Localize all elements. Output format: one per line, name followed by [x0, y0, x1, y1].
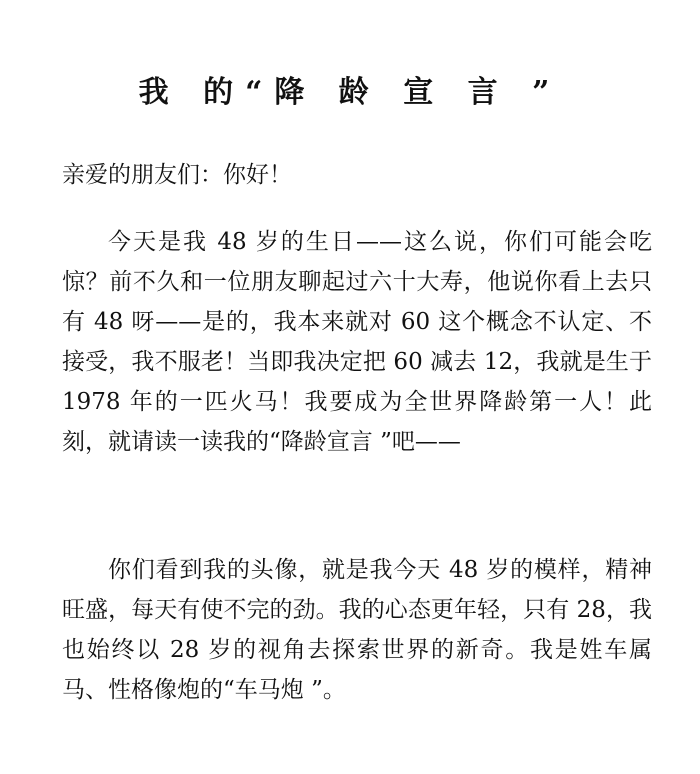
greeting-line: 亲爱的朋友们：你好！: [62, 162, 292, 188]
paragraph-1: 今天是我 48 岁的生日——这么说，你们可能会吃惊？前不久和一位朋友聊起过六十大寿，他说你看上去只有 48 呀——是的，我本来就对 60 这个概念不认定、不接受，我不服老！当即我决定把 60 减去 12，我就是生于 1978 年的一匹火马！我要成为全世界降龄第一人！此刻，就请读一读我的“降龄宣言 ”吧——: [62, 229, 652, 455]
document-title: 我 的“降 龄 宣 言 ”: [138, 75, 562, 110]
paragraph-2: 你们看到我的头像，就是我今天 48 岁的模样，精神旺盛，每天有使不完的劲。我的心态更年轻，只有 28，我也始终以 28 岁的视角去探索世界的新奇。我是姓车属马、性格像炮的“车马炮 ”。: [62, 557, 652, 703]
